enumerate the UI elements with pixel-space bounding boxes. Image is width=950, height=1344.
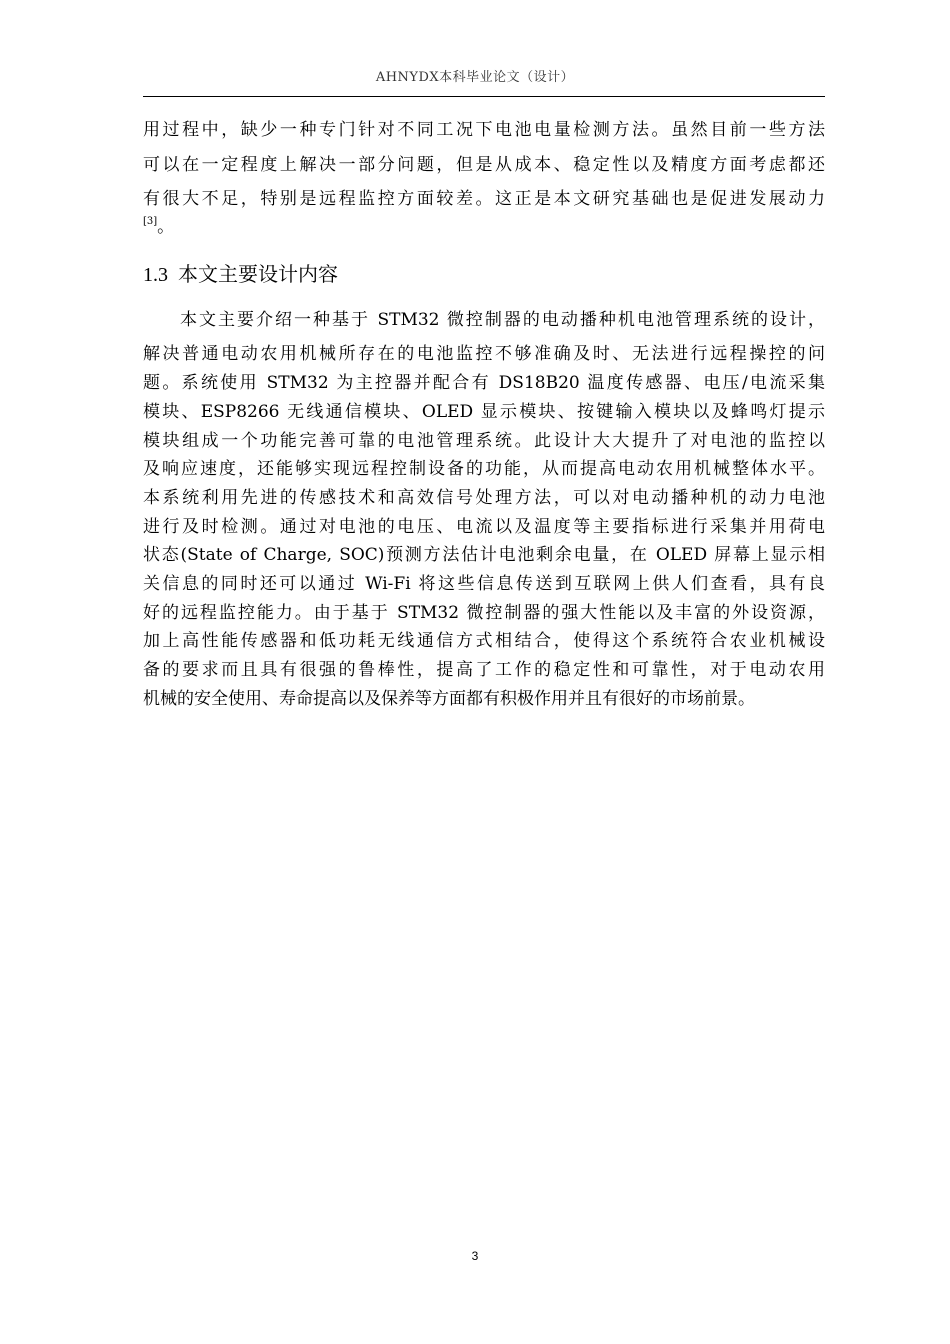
- paragraph-line: 模块组成一个功能完善可靠的电池管理系统。此设计大大提升了对电池的监控以: [143, 431, 825, 451]
- paragraph-line: 关信息的同时还可以通过 Wi-Fi 将这些信息传送到互联网上供人们查看，具有良: [143, 574, 825, 594]
- paragraph-line: 题。系统使用 STM32 为主控器并配合有 DS18B20 温度传感器、电压/电流采集: [143, 373, 825, 393]
- paragraph-line: 状态(State of Charge, SOC)预测方法估计电池剩余电量，在 OLED 屏幕上显示相: [143, 545, 825, 565]
- paragraph-line: 可以在一定程度上解决一部分问题，但是从成本、稳定性以及精度方面考虑都还: [143, 155, 825, 175]
- paragraph-line: 本文主要介绍一种基于 STM32 微控制器的电动播种机电池管理系统的设计，: [180, 310, 825, 330]
- citation-line: [143, 214, 174, 240]
- paragraph-line: 进行及时检测。通过对电池的电压、电流以及温度等主要指标进行采集并用荷电: [143, 517, 825, 537]
- page-number: 3: [471, 1249, 479, 1263]
- paragraph-line: 有很大不足，特别是远程监控方面较差。这正是本文研究基础也是促进发展动力: [143, 189, 825, 209]
- header-rule: [143, 96, 825, 97]
- paragraph-line: 模块、ESP8266 无线通信模块、OLED 显示模块、按键输入模块以及蜂鸣灯提示: [143, 402, 825, 422]
- citation-reference: [3]: [143, 216, 158, 227]
- paragraph-line: 好的远程监控能力。由于基于 STM32 微控制器的强大性能以及丰富的外设资源，: [143, 603, 825, 623]
- paragraph-line: 备的要求而且具有很强的鲁棒性，提高了工作的稳定性和可靠性，对于电动农用: [143, 660, 825, 680]
- section-title: 本文主要设计内容: [178, 262, 338, 286]
- paragraph-line: 机械的安全使用、寿命提高以及保养等方面都有积极作用并且有很好的市场前景。: [143, 689, 755, 709]
- paragraph-line: 本系统利用先进的传感技术和高效信号处理方法，可以对电动播种机的动力电池: [143, 488, 825, 508]
- section-number: 1.3: [143, 264, 168, 286]
- paragraph-line: 用过程中，缺少一种专门针对不同工况下电池电量检测方法。虽然目前一些方法: [143, 120, 825, 140]
- section-heading: [143, 260, 338, 289]
- page-header: AHNYDX本科毕业论文（设计）: [375, 70, 575, 85]
- paragraph-line: 加上高性能传感器和低功耗无线通信方式相结合，使得这个系统符合农业机械设: [143, 631, 825, 651]
- paragraph-line: 解决普通电动农用机械所存在的电池监控不够准确及时、无法进行远程操控的问: [143, 344, 825, 364]
- paragraph-line: 及响应速度，还能够实现远程控制设备的功能，从而提高电动农用机械整体水平。: [143, 459, 825, 479]
- citation-tail: 。: [157, 217, 175, 237]
